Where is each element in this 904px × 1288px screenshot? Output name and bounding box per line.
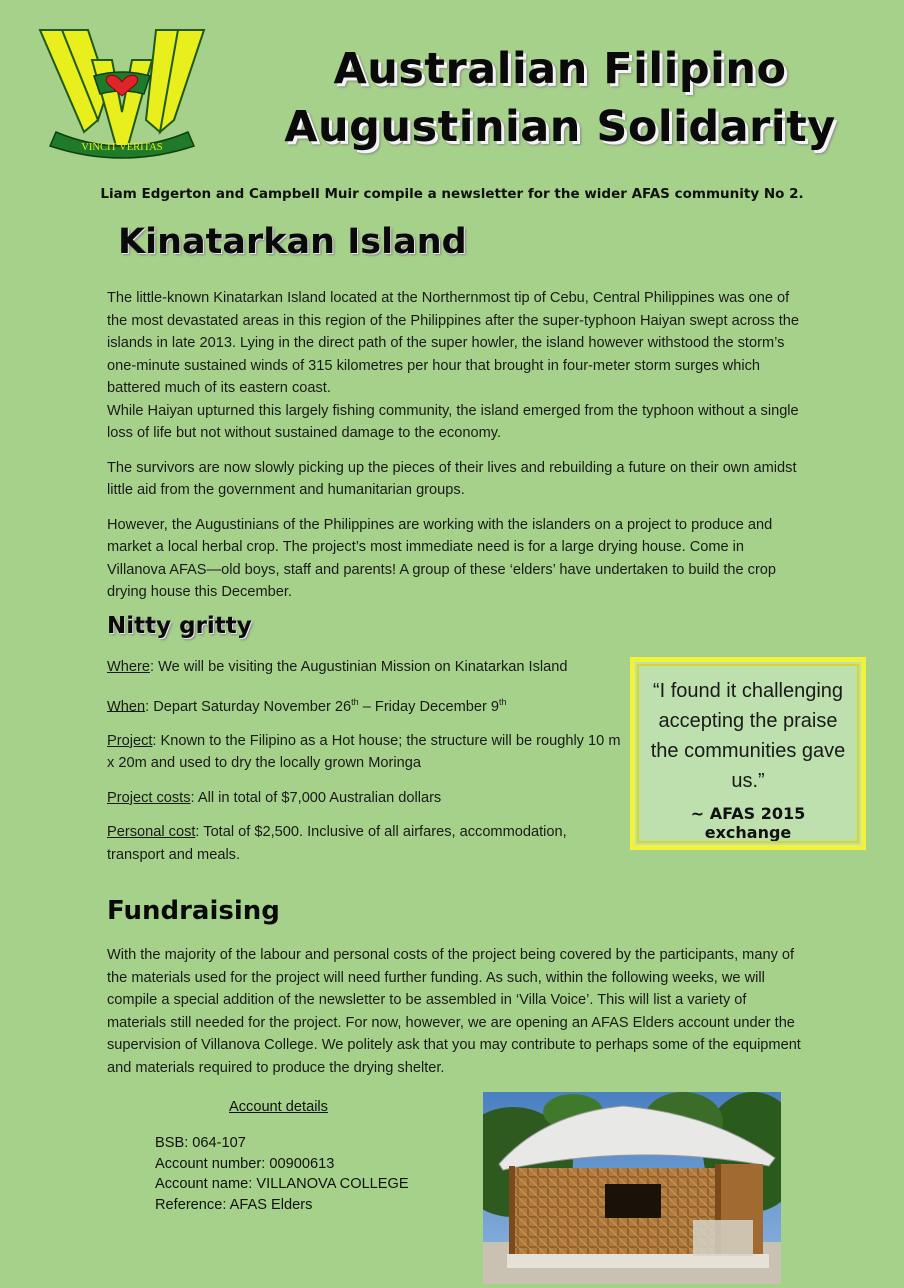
title-line-1: Australian Filipino bbox=[333, 44, 787, 94]
newsletter-subtitle: Liam Edgerton and Campbell Muir compile a newsletter for the wider AFAS community No 2. bbox=[100, 186, 804, 202]
account-name: Account name: VILLANOVA COLLEGE bbox=[155, 1176, 409, 1192]
pull-quote-box bbox=[630, 657, 866, 850]
title-line-2: Augustinian Solidarity bbox=[284, 102, 836, 152]
nitty-gritty-heading: Nitty gritty bbox=[107, 613, 252, 639]
account-details-heading: Account details bbox=[229, 1099, 328, 1115]
detail-project-costs bbox=[107, 787, 627, 810]
account-bsb: BSB: 064-107 bbox=[155, 1135, 246, 1151]
when-label: When bbox=[107, 698, 146, 715]
fundraising-body: With the majority of the labour and personal costs of the project being covered by the participants, many of the materials used for the project will need further funding. As such, within the following weeks, we will compile a special addition of the newsletter to be assembled in ‘Villa Voice’. This will list a variety of materials still needed for the project. For now, however, we are opening an AFAS Elders account under the supervision of Villanova College. We politely ask that you may contribute to perhaps some of the equipment and materials required to produce the drying shelter. bbox=[107, 947, 801, 1076]
project-value: : Known to the Filipino as a Hot house; the structure will be roughly 10 m x 20m and used to dry the locally grown Moringa bbox=[107, 732, 621, 772]
when-sup-start: th bbox=[351, 696, 359, 707]
pull-quote-text: “I found it challenging accepting the praise the communities gave us.” bbox=[650, 680, 846, 792]
when-sup-end: th bbox=[499, 696, 507, 707]
newsletter-title bbox=[250, 40, 870, 156]
where-label: Where bbox=[107, 659, 150, 675]
personal-cost-value: : Total of $2,500. Inclusive of all airfares, accommodation, transport and meals. bbox=[107, 824, 567, 863]
project-costs-label: Project costs bbox=[107, 789, 191, 806]
project-label: Project bbox=[107, 732, 153, 749]
crest-logo bbox=[36, 20, 208, 160]
detail-when bbox=[107, 691, 627, 718]
personal-cost-label: Personal cost bbox=[107, 824, 196, 841]
detail-personal-cost bbox=[107, 821, 627, 866]
trip-details bbox=[107, 656, 627, 878]
where-value: : We will be visiting the Augustinian Mission on Kinatarkan Island bbox=[149, 659, 568, 675]
article-body bbox=[107, 287, 807, 616]
article-paragraph-3: However, the Augustinians of the Philippines are working with the islanders on a project to produce and market a local herbal crop. The project’s most immediate need is for a large drying house. Come in Villanova AFAS—old boys, staff and parents! A group of these ‘elders’ have undertaken to build the crop drying house this December. bbox=[107, 516, 777, 600]
article-heading: Kinatarkan Island bbox=[118, 222, 467, 262]
fundraising-heading: Fundraising bbox=[107, 896, 280, 926]
crest-motto: VINCIT VERITAS bbox=[81, 142, 163, 153]
article-paragraph-2: The survivors are now slowly picking up the pieces of their lives and rebuilding a future on their own amidst little aid from the government and humanitarian groups. bbox=[107, 459, 797, 498]
when-value-end: – Friday December 9 bbox=[358, 698, 500, 715]
article-paragraph-1b: While Haiyan upturned this largely fishing community, the island emerged from the typhoon without a single loss of life but not without sustained damage to the economy. bbox=[107, 402, 799, 441]
account-number: Account number: 00900613 bbox=[155, 1155, 335, 1172]
pull-quote-attribution: ~ AFAS 2015 exchange bbox=[690, 804, 806, 842]
drying-house-photo bbox=[483, 1092, 781, 1284]
account-details bbox=[155, 1133, 409, 1215]
detail-project bbox=[107, 730, 627, 775]
when-value-start: : Depart Saturday November 26 bbox=[145, 698, 352, 715]
project-costs-value: : All in total of $7,000 Australian dollars bbox=[190, 789, 442, 806]
account-reference: Reference: AFAS Elders bbox=[155, 1196, 313, 1213]
article-paragraph-1: The little-known Kinatarkan Island located at the Northernmost tip of Cebu, Central Philippines was one of the most devastated areas in this region of the Philippines after the super-typhoon Haiyan swept across the islands in late 2013. Lying in the direct path of the super howler, the island however withstood the storm’s one-minute sustained winds of 315 kilometres per hour that brought in four-meter storm surges which battered much of its eastern coast. bbox=[107, 290, 799, 396]
detail-where bbox=[107, 656, 627, 679]
